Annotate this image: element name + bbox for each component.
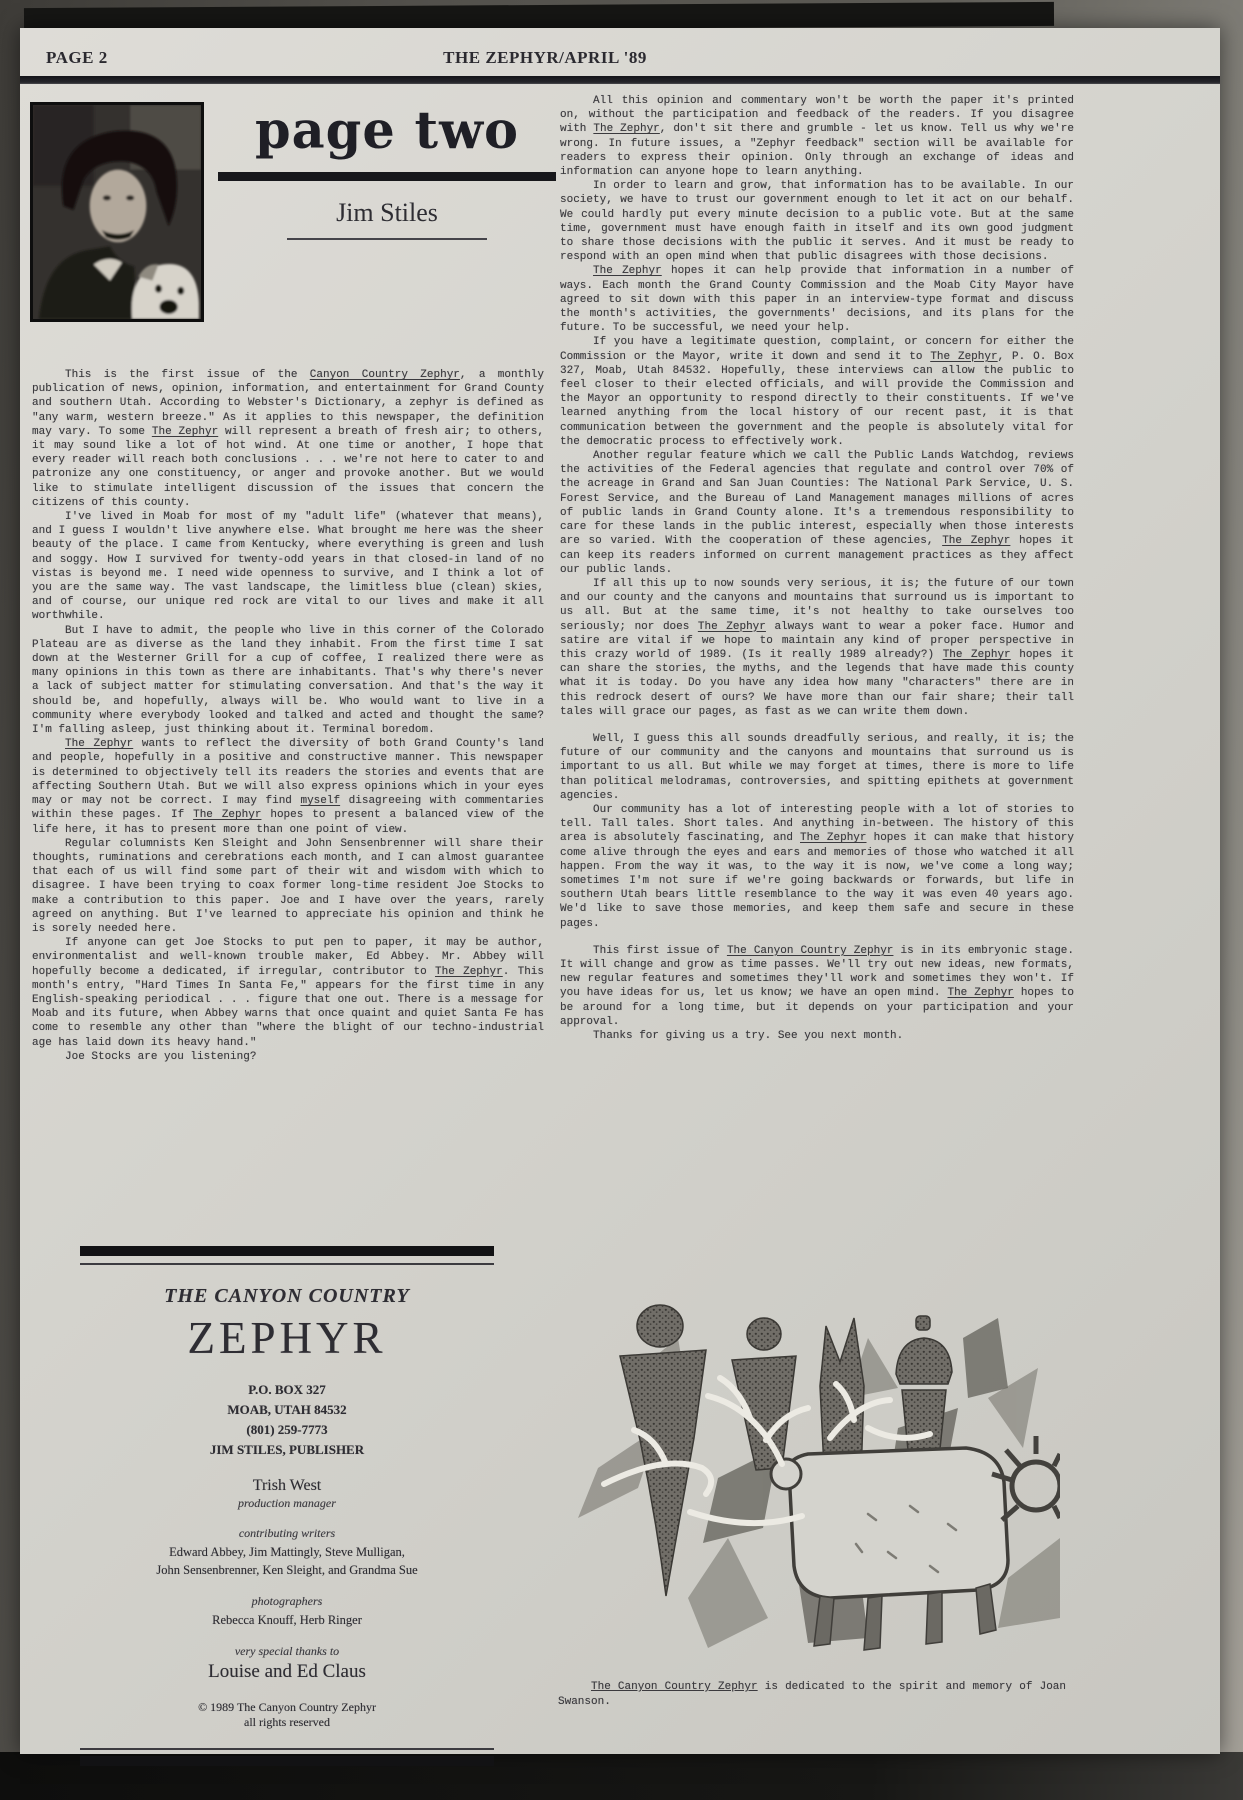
masthead-top-bar xyxy=(80,1246,494,1256)
masthead-box xyxy=(80,1246,494,1766)
paragraph: The Zephyr wants to reflect the diversity of both Grand County's land and people, hopefully in a positive and constructive manner. This newspaper is determined to objectively tell its readers the stories and events that are affecting Southern Utah. But we will also express opinions which in your eyes may or may not be correct. I may find myself disagreeing with commentaries within these pages. If The Zephyr hopes to present a balanced view of the life here, it has to present more than one point of view. xyxy=(32,738,544,836)
paragraph: I've lived in Moab for most of my "adult life" (whatever that means), and I guess I wouldn't live anywhere else. What brought me here was the sheer beauty of the place. I came from Kentucky, where everything is green and lush and soggy. How I survived for twenty-odd years in that closed-in land of no vistas is beyond me. I need wide openness to survive, and I think a lot of you are the same way. The vast landscape, the limitless blue (clean) skies, and of course, our unique red rock are vital to our lives and make it all worthwhile. xyxy=(32,511,544,623)
masthead-kicker: THE CANYON COUNTRY xyxy=(164,1285,410,1307)
masthead-bottom-line xyxy=(80,1748,494,1750)
paragraph: This is the first issue of the Canyon Country Zephyr, a monthly publication of news, opinion, information, and entertainment for Grand County and southern Utah. According to Webster's Dictionary, a zephyr is defined as "any warm, western breeze." As it applies to this newspaper, the definition may vary. To some The Zephyr will represent a breath of fresh air; to others, it may sound like a lot of hot wind. At one time or another, I hope that every reader will reach both conclusions . . . we're not here to cater to and patronize any one constituency, or anger and provoke another. But we would like to stimulate intelligent discussion of the issues that concern the citizens of this county. xyxy=(32,369,545,509)
writers-line-1: Edward Abbey, Jim Mattingly, Steve Mulligan, xyxy=(169,1544,405,1559)
production-manager-name: Trish West xyxy=(252,1476,322,1494)
thanks-label: very special thanks to xyxy=(234,1643,340,1658)
paragraph: Joe Stocks are you listening? xyxy=(65,1050,257,1063)
column-title: page two xyxy=(254,101,520,161)
photographers-names: Rebecca Knouff, Herb Ringer xyxy=(212,1612,362,1627)
paragraph: In order to learn and grow, that information has to be available. In our society, we have to trust our government enough to let it act on our behalf. We could hardly put every minute decision to a public vote. But at the same time, government must have enough faith in itself and its own good judgment to share those decisions with the public it serves. And it must be ready to respond with an open mind when that public disagrees with those decisions. xyxy=(560,180,1074,264)
paragraph: Regular columnists Ken Sleight and John Sensenbrenner will share their thoughts, ruminations and cerebrations each month, and I can almost guarantee that each of us will find some part of their wit and wisdom with which to disagree. I have been trying to coax former long-time resident Joe Stocks to make a contribution to this paper. Joe and I have over the years, rarely agreed on anything. But I've learned to appreciate his opinion and think he is sorely needed here. xyxy=(32,837,544,935)
writers-names xyxy=(92,1543,482,1579)
paragraph: Thanks for giving us a try. See you next month. xyxy=(593,1030,904,1042)
column-head xyxy=(218,101,556,240)
byline-rule xyxy=(287,238,487,240)
page-number-label: PAGE 2 xyxy=(46,48,108,67)
thanks-names: Louise and Ed Claus xyxy=(208,1660,366,1682)
paragraph: All this opinion and commentary won't be worth the paper it's printed on, without the participation and feedback of the readers. If you disagree with The Zephyr, don't sit there and grumble - let us know. Tell us why we're wrong. In future issues, a "Zephyr feedback" section will be available for readers to express their opinion. Only through an exchange of ideas and information can anyone hope to learn anything. xyxy=(560,95,1074,179)
paragraph: If all this up to now sounds very serious, it is; the future of our town and our county and the canyons and mountains that surround us is important to us all. But at the same time, it's not healthy to take ourselves too seriously; nor does The Zephyr always want to wear a poker face. Humor and satire are vital if we hope to maintain any kind of proper perspective in this crazy world of 1989. (Is it really 1989 already?) The Zephyr hopes it can share the stories, the myths, and the legends that have made this county what it is today. Do you have any idea how many "characters" there are in this redrock desert of ours? We have more than our fair share; their tall tales will grace our pages, as fast as we can write them down. xyxy=(560,577,1075,718)
masthead-city: MOAB, UTAH 84532 xyxy=(227,1402,347,1418)
masthead-name: ZEPHYR xyxy=(187,1313,387,1363)
copyright-line: © 1989 The Canyon Country Zephyr xyxy=(198,1699,376,1714)
left-column-text xyxy=(32,368,544,1064)
newspaper-page xyxy=(20,28,1220,1754)
writers-label: contributing writers xyxy=(238,1525,336,1540)
writers-line-2: John Sensenbrenner, Ken Sleight, and Grandma Sue xyxy=(156,1562,418,1577)
masthead-po-box: P.O. BOX 327 xyxy=(248,1382,326,1397)
petroglyph-illustration xyxy=(568,1278,1060,1668)
masthead-phone: (801) 259-7773 xyxy=(246,1422,328,1438)
paragraph: But I have to admit, the people who live in this corner of the Colorado Plateau are as diverse as the land they inhabit. From the first time I sat down at the Westerner Grill for a cup of coffee, I realized there were as many opinions in this town as there are inhabitants. That's why there's never a lack of subject matter for stimulating conversation. And that's the way it should be, and hopefully, always will be. Who would want to live in a community where everybody looked and talked and acted and thought the same? I'm falling asleep, just thinking about it. Terminal boredom. xyxy=(32,624,544,737)
masthead-publisher: JIM STILES, PUBLISHER xyxy=(209,1442,365,1458)
paragraph: This first issue of The Canyon Country Zephyr is in its embryonic stage. It will change and grow as time passes. We'll try out new ideas, new formats, new regular features and sometimes they'll work and sometimes they won't. If you have ideas for us, let us know; we have an open mind. The Zephyr hopes to be around for a long time, but it depends on your participation and your approval. xyxy=(560,944,1074,1028)
photographers-label: photographers xyxy=(251,1593,323,1608)
paragraph: Well, I guess this all sounds dreadfully serious, and really, it is; the future of our community and the canyons and mountains that surround us is important to us all. But while we may forget at times, there is more to life than political melodramas, controversies, and spitting epithets at government agencies. xyxy=(560,732,1074,802)
title-underline-bar xyxy=(218,172,556,181)
production-manager-role: production manager xyxy=(238,1495,336,1510)
paragraph: Another regular feature which we call the Public Lands Watchdog, reviews the activities of the Federal agencies that regulate and control over 70% of the acreage in Grand and San Juan Counties: The National Park Service, U. S. Forest Service, and the Bureau of Land Management manages millions of acres of public lands in Grand County alone. It's a tremendous responsibility to care for these lands in the public interest, especially when those interests are so varied. With the cooperation of these agencies, The Zephyr hopes it can keep its readers informed on current management practices as they affect our public lands. xyxy=(560,450,1074,576)
paragraph: The Zephyr hopes it can help provide that information in a number of ways. Each month the Grand County Commission and the Moab City Mayor have agreed to sit down with this paper in an interview-type format and discuss the month's activities, the governments' decisions, and its plans for the future. To be successful, we need your help. xyxy=(560,265,1074,335)
right-column-text xyxy=(560,94,1074,1043)
jim-stiles-photo-image xyxy=(33,105,201,319)
rights-line: all rights reserved xyxy=(244,1714,330,1729)
paragraph: Our community has a lot of interesting people with a lot of stories to tell. Tall tales. Short tales. And anything in-between. The history of this area is absolutely fascinating, and The Zephyr hopes it can make that history come alive through the eyes and ears and memories of those who watched it all happen. From the way it was, to the way it is now, we've come a long way; sometimes I'm not sure if we're going backwards or forwards, but life in southern Utah bears little resemblance to the way it was even 40 years ago. We'd like to save those memories, and keep them safe and secure in these pages. xyxy=(560,803,1075,930)
masthead-content xyxy=(80,1265,494,1730)
paragraph: If you have a legitimate question, complaint, or concern for either the Commission or the Mayor, write it down and send it to The Zephyr, P. O. Box 327, Moab, Utah 84532. Hopefully, these interviews can allow the public to feel closer to their elected officials, and will provide the Commission and the Mayor an opportunity to respond directly to their constituents. If we've learned anything from the local history of our recent past, it is that communication between the government and the people is absolutely vital for the democratic process to effectively work. xyxy=(560,336,1074,448)
masthead-address xyxy=(92,1380,482,1461)
byline: Jim Stiles xyxy=(336,198,438,227)
illustration-caption: The Canyon Country Zephyr is dedicated to the spirit and memory of Joan Swanson. xyxy=(558,1681,1066,1708)
jim-stiles-photo xyxy=(30,102,204,322)
header-rule xyxy=(20,76,1220,84)
masthead-bottom-bar xyxy=(80,1756,494,1766)
paper-title: THE ZEPHYR/APRIL '89 xyxy=(443,48,647,67)
paragraph: If anyone can get Joe Stocks to put pen to paper, it may be author, environmentalist and well-known trouble maker, Ed Abbey. Mr. Abbey will hopefully become a dedicated, if irregular, contributor to The Zephyr. This month's entry, "Hard Times In Santa Fe," appears for the first time in any English-speaking periodical . . . figure that one out. There is a message for Moab and its future, when Abbey warns that once quaint and quiet Santa Fe has come to resemble any other than "where the blight of our techno-industrial age has laid down its heavy hand." xyxy=(32,937,545,1049)
petroglyph-drawing xyxy=(568,1278,1060,1668)
